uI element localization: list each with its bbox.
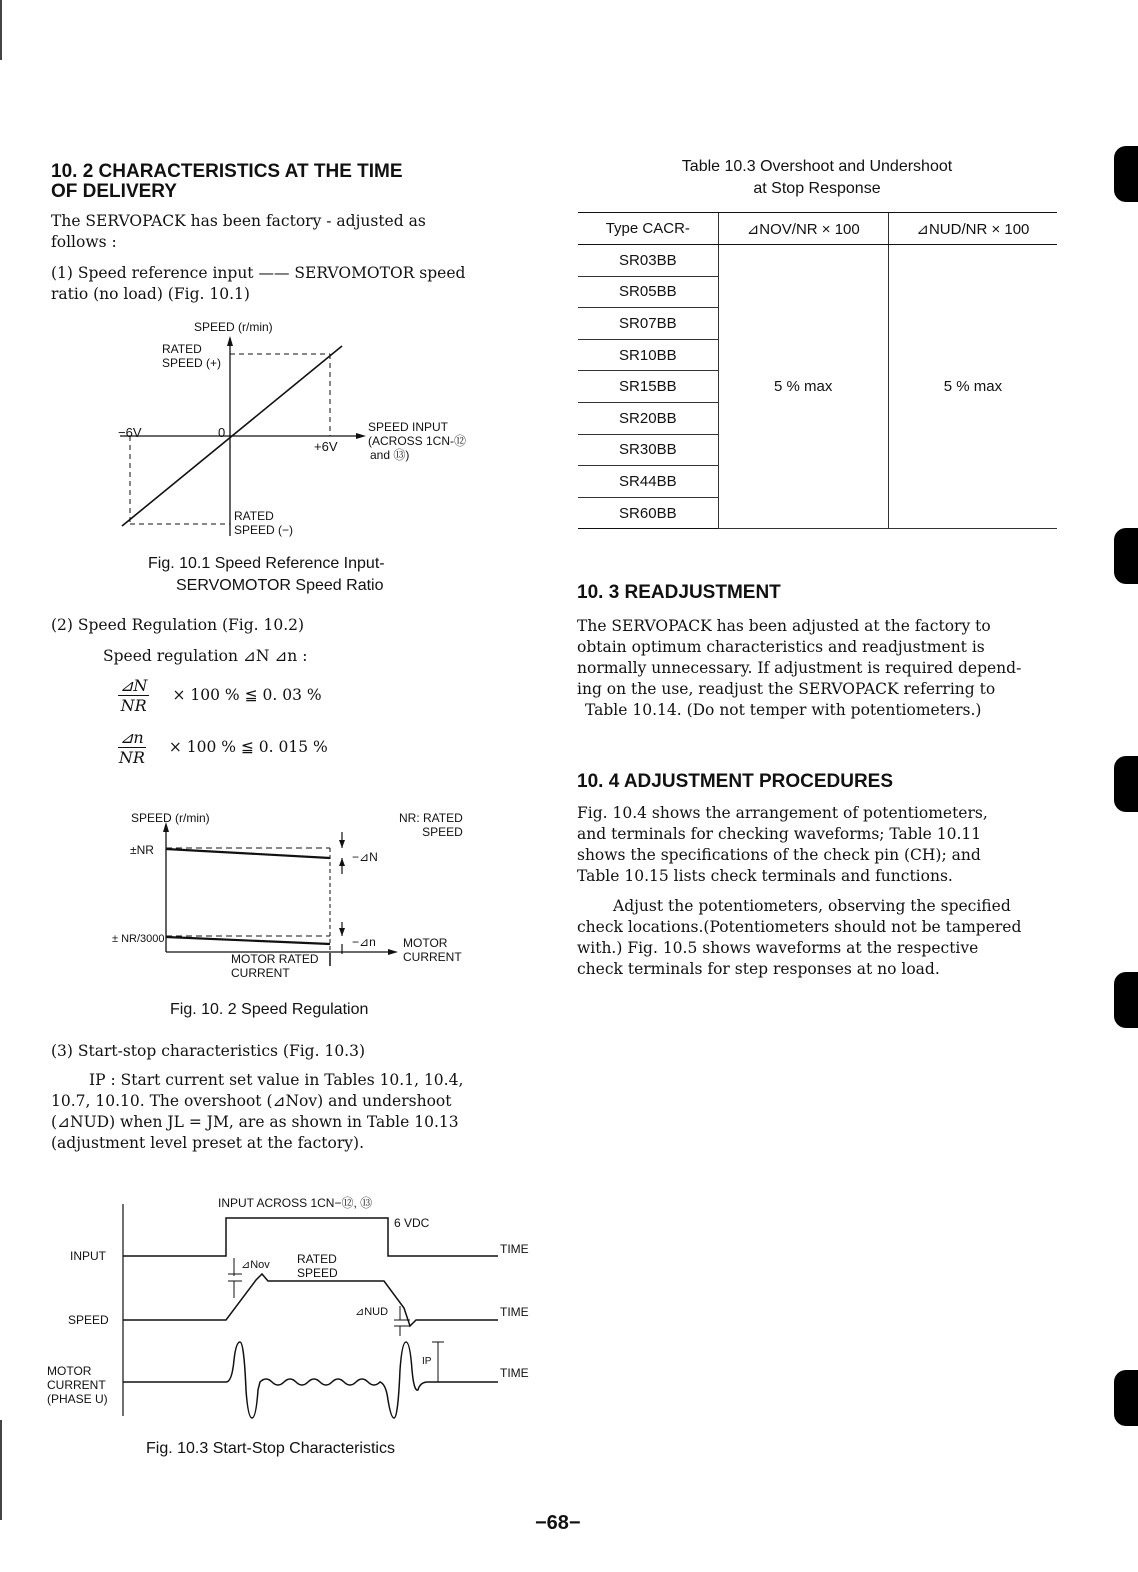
table-header-row [578,213,1057,245]
fig2-caption: Fig. 10. 2 Speed Regulation [170,1001,369,1018]
header-nov: ⊿NOV/NR × 100 [718,213,888,245]
item-1: (1) Speed reference input —— SERVOMOTOR speed ratio (no load) (Fig. 10.1) [51,264,466,303]
fig3-rated-speed: RATED SPEED [297,1252,338,1280]
adjustment-paragraph-2: Adjust the potentiometers, observing the specified check locations.(Potentiometers should not be tampered with.) Fig. 10.5 shows waveforms at the respective check terminals for step responses at no load. [577,897,1022,978]
header-nud: ⊿NUD/NR × 100 [888,213,1057,245]
fig2-delta-n-small: −⊿n [352,935,376,949]
fig2-speed-label: SPEED (r/min) [131,811,210,825]
fig1-zero: 0 [218,425,226,440]
intro-paragraph: The SERVOPACK has been factory - adjusted as follows : [51,212,426,251]
header-type: Type CACR- [578,213,718,245]
nov-value: 5 % max [718,245,888,529]
fig3-caption: Fig. 10.3 Start-Stop Characteristics [146,1440,395,1457]
type-cell: SR07BB [578,308,718,340]
formula-2: $\frac{⊿n}{NR}$ × 100 % ≦ 0. 015 % [118,728,328,767]
table-10-3 [578,212,1057,529]
type-cell: SR60BB [578,497,718,529]
fig2-delta-n-big: −⊿N [352,850,378,864]
section-title-10-3: 10. 3 READJUSTMENT [577,582,781,603]
fig2-motor-current: MOTOR CURRENT [403,936,462,964]
fig3-d-nud: ⊿NUD [355,1306,389,1318]
section-title-10-4: 10. 4 ADJUSTMENT PROCEDURES [577,771,894,792]
type-cell: SR03BB [578,245,718,277]
section-title-10-2: 10. 2 CHARACTERISTICS AT THE TIME OF DELIVERY [51,161,403,202]
fig1-caption: Fig. 10.1 Speed Reference Input- SERVOMOTOR Speed Ratio [148,555,385,594]
type-cell: SR05BB [578,276,718,308]
fig2-pm-nr3000: ± NR/3000 [112,933,165,945]
type-cell: SR30BB [578,434,718,466]
item-3: (3) Start-stop characteristics (Fig. 10.3) [51,1042,366,1060]
fig3-time-1: TIME [500,1242,529,1256]
fig3-d-nov: ⊿Nov [241,1259,270,1271]
item-2: (2) Speed Regulation (Fig. 10.2) [51,616,305,634]
fig1-rated-plus: RATED SPEED (+) [162,342,222,370]
fig3-motor-current: MOTOR CURRENT (PHASE U) [47,1364,108,1406]
nud-value: 5 % max [888,245,1057,529]
fig1-neg6v: −6V [118,425,142,440]
fig2-pm-nr: ±NR [130,843,154,857]
regulation-intro: Speed regulation ⊿N ⊿n : [103,647,308,665]
fig3-ip: IP [422,1356,432,1367]
fig3-input-across: INPUT ACROSS 1CN−⑫, ⑬ [218,1196,373,1210]
page-number: −68− [535,1512,581,1534]
fig1-speed-label: SPEED (r/min) [194,320,273,334]
table-row [578,245,1057,277]
type-cell: SR15BB [578,371,718,403]
type-cell: SR10BB [578,339,718,371]
type-cell: SR44BB [578,466,718,498]
fig1-speed-input: SPEED INPUT (ACROSS 1CN-⑫ and ⑬) [368,420,467,462]
table-10-3-title: Table 10.3 Overshoot and Undershoot at Stop Response [681,158,953,197]
formula-1: $\frac{⊿N}{NR}$ × 100 % ≦ 0. 03 % [120,676,322,715]
fig2-motor-rated: MOTOR RATED CURRENT [231,952,319,980]
fig3-time-2: TIME [500,1305,529,1319]
fig3-input: INPUT [70,1249,106,1263]
item-3-paragraph: IP : Start current set value in Tables 10.1, 10.4, 10.7, 10.10. The overshoot (⊿Nov) and undershoot (⊿NUD) when JL = JM, are as shown in Table 10.13 (adjustment level preset at the factory). [51,1071,464,1152]
fig3-vdc: 6 VDC [394,1216,430,1230]
readjustment-paragraph: The SERVOPACK has been adjusted at the factory to obtain optimum characteristics and readjustment is normally unnecessary. If adjustment is required depend- ing on the use, readjust the SERVOPACK referring to Table 10.14. (Do not temper with potentiometers.) [577,617,1022,719]
type-cell: SR20BB [578,402,718,434]
fig3-time-3: TIME [500,1366,529,1380]
fig1-rated-minus: RATED SPEED (−) [234,509,294,537]
fig1-pos6v: +6V [314,439,338,454]
fig2-nr-rated: NR: RATED SPEED [399,811,463,839]
adjustment-paragraph-1: Fig. 10.4 shows the arrangement of potentiometers, and terminals for checking waveforms; Table 10.11 shows the specifications of the check pin (CH); and Table 10.15 lists check terminals and functions. [577,804,988,885]
fig3-speed: SPEED [68,1313,109,1327]
